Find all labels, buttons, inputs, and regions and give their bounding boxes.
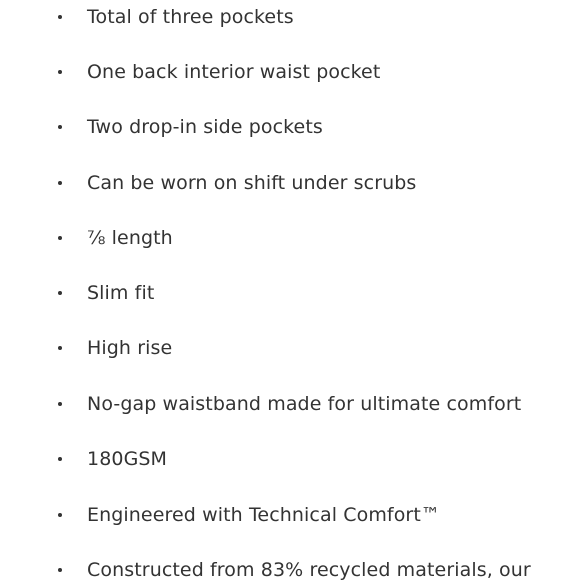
bullet-icon (58, 181, 62, 185)
bullet-icon (58, 457, 62, 461)
feature-text: Can be worn on shift under scrubs (87, 172, 417, 194)
bullet-icon (58, 346, 62, 350)
bullet-icon (58, 70, 62, 74)
feature-item-waistband (0, 389, 580, 419)
feature-text: Total of three pockets (87, 6, 294, 28)
feature-text: ⅞ length (87, 227, 173, 249)
feature-text: One back interior waist pocket (87, 61, 381, 83)
feature-item-rise (0, 333, 580, 363)
feature-item-scrubs (0, 168, 580, 198)
bullet-icon (58, 291, 62, 295)
feature-item-side-pockets (0, 112, 580, 142)
feature-item-fit (0, 278, 580, 308)
feature-item-waist-pocket (0, 57, 580, 87)
bullet-icon (58, 513, 62, 517)
bullet-icon (58, 568, 62, 572)
feature-text: High rise (87, 337, 173, 359)
bullet-icon (58, 125, 62, 129)
feature-text: Constructed from 83% recycled materials, our (87, 559, 531, 580)
feature-text: Engineered with Technical Comfort™ (87, 504, 440, 526)
feature-item-gsm (0, 444, 580, 474)
feature-text: No-gap waistband made for ultimate comfort (87, 393, 522, 415)
feature-item-technical-comfort (0, 500, 580, 530)
feature-text: Two drop-in side pockets (87, 116, 323, 138)
feature-item-length (0, 223, 580, 253)
feature-item-pockets (0, 2, 580, 32)
bullet-icon (58, 236, 62, 240)
feature-text: Slim fit (87, 282, 155, 304)
feature-item-recycled (0, 555, 580, 580)
feature-text: 180GSM (87, 448, 168, 470)
bullet-icon (58, 402, 62, 406)
bullet-icon (58, 15, 62, 19)
